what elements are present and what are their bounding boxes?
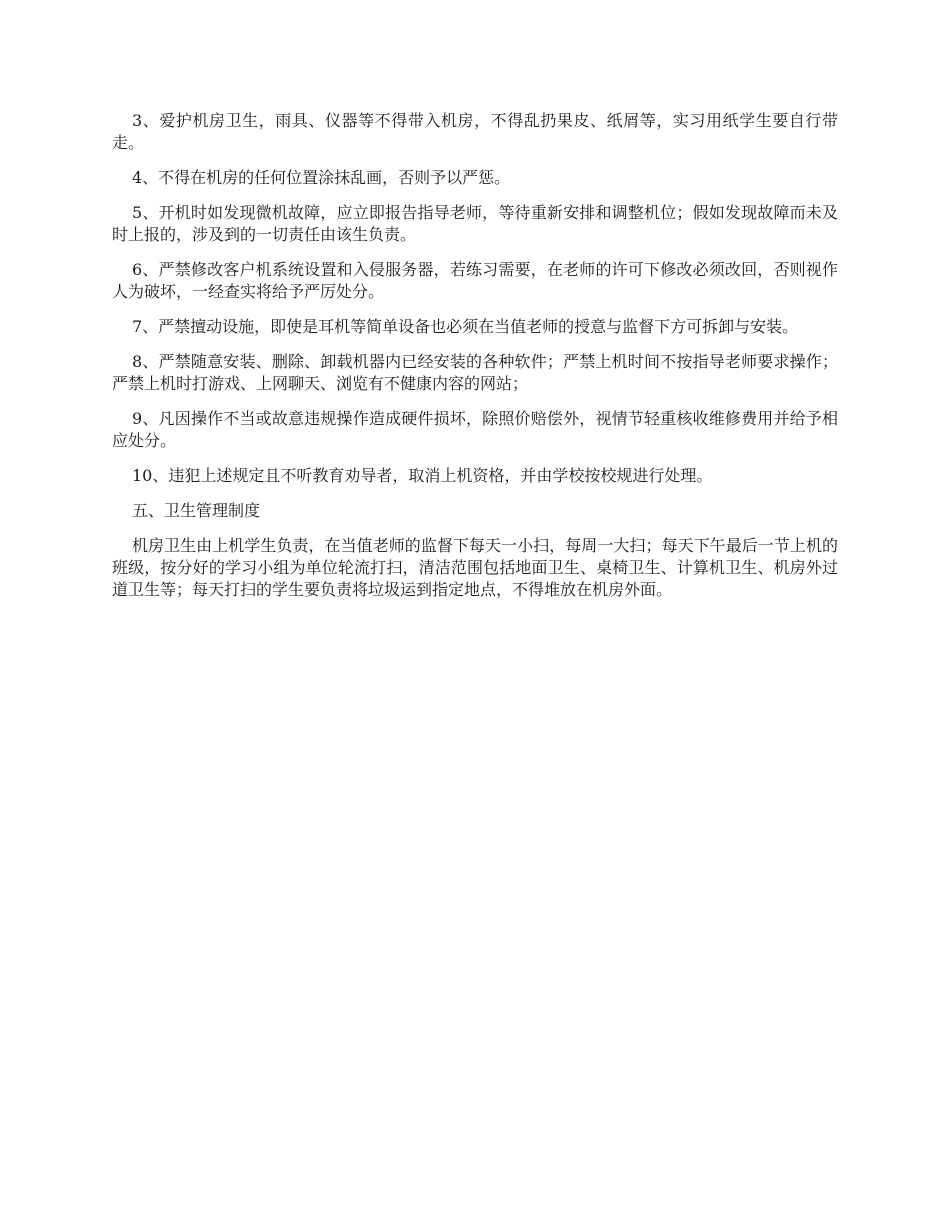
rule-5-paragraph: 5、开机时如发现微机故障，应立即报告指导老师，等待重新安排和调整机位；假如发现故障而未及时上报的，涉及到的一切责任由该生负责。 xyxy=(112,203,838,244)
section-heading: 五、卫生管理制度 xyxy=(132,501,261,520)
rule-6-paragraph: 6、严禁修改客户机系统设置和入侵服务器，若练习需要，在老师的许可下修改必须改回，否则视作人为破坏，一经查实将给予严厉处分。 xyxy=(112,260,838,301)
document-page xyxy=(112,110,838,614)
rule-4-paragraph: 4、不得在机房的任何位置涂抹乱画，否则予以严惩。 xyxy=(132,168,511,187)
rule-7-paragraph: 7、严禁擅动设施，即使是耳机等简单设备也必须在当值老师的授意与监督下方可拆卸与安装。 xyxy=(132,317,799,336)
rule-10-paragraph: 10、违犯上述规定且不听教育劝导者，取消上机资格，并由学校按校规进行处理。 xyxy=(132,466,713,485)
rule-9-paragraph: 9、凡因操作不当或故意违规操作造成硬件损坏，除照价赔偿外，视情节轻重核收维修费用并给予相应处分。 xyxy=(112,409,838,450)
rule-8-paragraph: 8、严禁随意安装、删除、卸载机器内已经安装的各种软件；严禁上机时间不按指导老师要求操作；严禁上机时打游戏、上网聊天、浏览有不健康内容的网站； xyxy=(112,352,838,393)
rule-3-paragraph: 3、爱护机房卫生，雨具、仪器等不得带入机房，不得乱扔果皮、纸屑等，实习用纸学生要自行带走。 xyxy=(112,111,838,152)
section-body-paragraph: 机房卫生由上机学生负责，在当值老师的监督下每天一小扫，每周一大扫；每天下午最后一节上机的班级，按分好的学习小组为单位轮流打扫，清洁范围包括地面卫生、桌椅卫生、计算机卫生、机房外过道卫生等；每天打扫的学生要负责将垃圾运到指定地点，不得堆放在机房外面。 xyxy=(112,536,838,599)
